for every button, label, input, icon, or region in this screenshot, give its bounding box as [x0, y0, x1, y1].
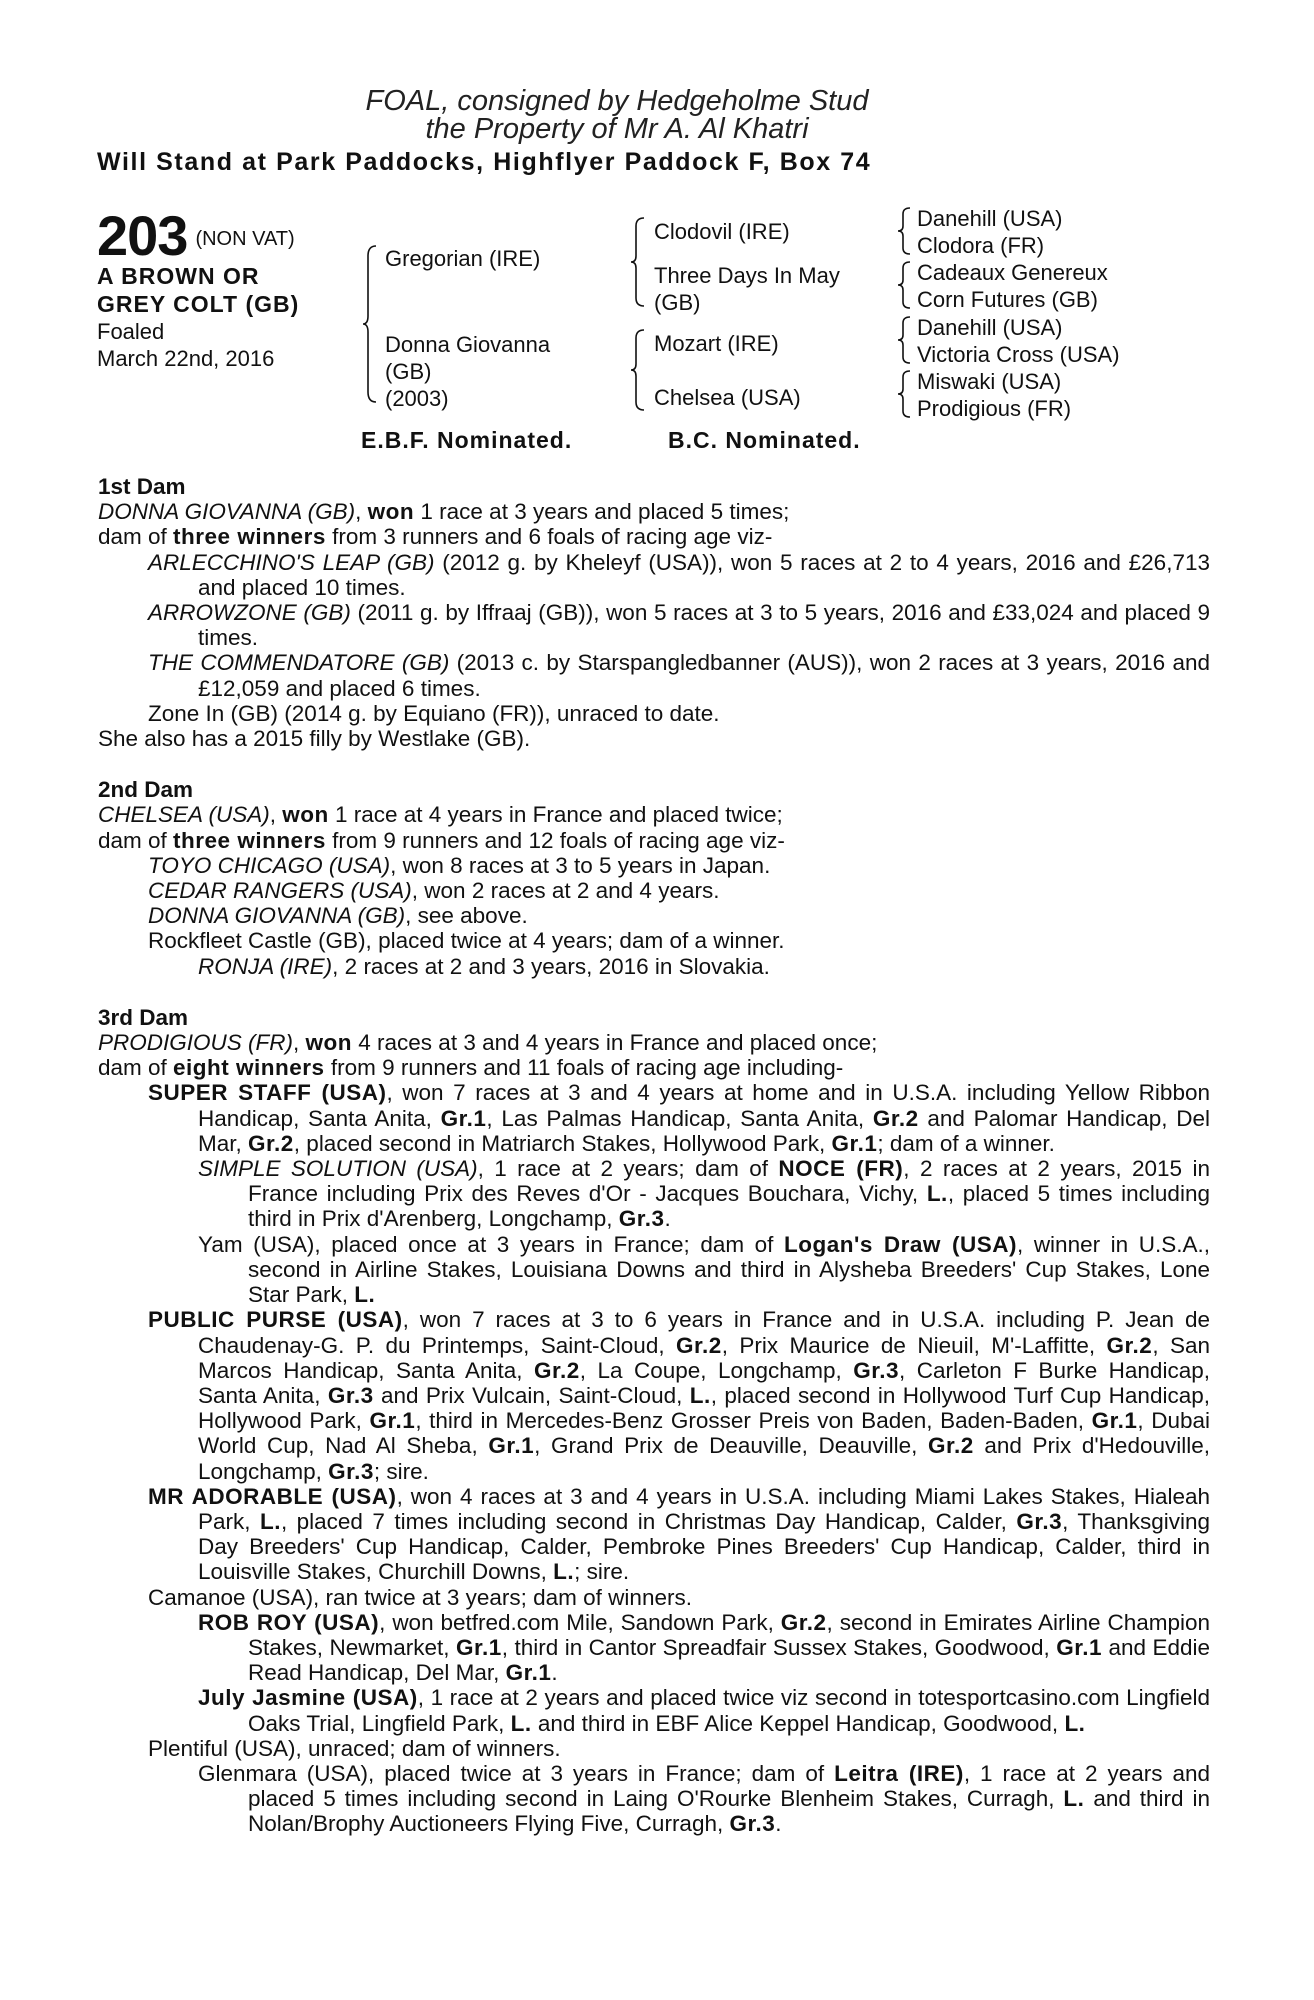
pedigree-sire-sire: Clodovil (IRE)	[654, 219, 790, 244]
consignor-line: FOAL, consigned by Hedgeholme Stud	[365, 85, 869, 117]
produce-entry-super-staff: SUPER STAFF (USA), won 7 races at 3 and 4 years at home and in U.S.A. including Yellow Ribbon Handicap, Santa Anita, Gr.1, Las Palmas Handicap, Santa Anita, Gr.2 and Palomar Handicap, Del Mar, Gr.2, placed second in Matriarch Stakes, Hollywood Park, Gr.1; dam of a winner.	[148, 1080, 1210, 1156]
foaled-label: Foaled	[97, 319, 165, 344]
pedigree-brace-g1	[896, 206, 912, 256]
first-dam-produce-entry: Zone In (GB) (2014 g. by Equiano (FR)), unraced to date.	[148, 700, 720, 726]
second-dam-produce-entry: Rockfleet Castle (GB), placed twice at 4 years; dam of a winner.	[148, 928, 785, 954]
vat-status: (NON VAT)	[195, 228, 295, 250]
lot-number-block	[97, 204, 295, 267]
pedigree-gen3-group4: Miswaki (USA) Prodigious (FR)	[917, 369, 1072, 421]
lot-number: 203	[97, 204, 188, 267]
grandproduce-entry-glenmara: Glenmara (USA), placed twice at 3 years in France; dam of Leitra (IRE), 1 race at 2 years and placed 5 times including second in Laing O'Rourke Blenheim Stakes, Curragh, L. and third in Nolan/Brophy Auctioneers Flying Five, Curragh, Gr.3.	[198, 1760, 1210, 1837]
pedigree-gen3-group1: Danehill (USA) Clodora (FR)	[917, 206, 1063, 258]
foaling-date: March 22nd, 2016	[97, 346, 275, 371]
third-dam-record: PRODIGIOUS (FR), won 4 races at 3 and 4 years in France and placed once;	[98, 1030, 878, 1056]
grandproduce-entry-rob-roy: ROB ROY (USA), won betfred.com Mile, Sandown Park, Gr.2, second in Emirates Airline Champion Stakes, Newmarket, Gr.1, third in Cantor Spreadfair Sussex Stakes, Goodwood, Gr.1 and Eddie Read Handicap, Del Mar, Gr.1.	[198, 1609, 1210, 1686]
pedigree-sire-dam: Three Days In May (GB)	[654, 263, 840, 315]
grandproduce-entry-simple-solution: SIMPLE SOLUTION (USA), 1 race at 2 years; dam of NOCE (FR), 2 races at 2 years, 2015 in France including Prix des Reves d'Or - Jacques Bouchara, Vichy, L., placed 5 times including third in Prix d'Arenberg, Longchamp, Gr.3.	[198, 1156, 1210, 1232]
pedigree-dam-sire: Mozart (IRE)	[654, 331, 779, 356]
lot-description	[97, 262, 299, 318]
second-dam-produce-entry: CEDAR RANGERS (USA), won 2 races at 2 and 4 years.	[148, 878, 720, 904]
pedigree-brace-g2	[896, 260, 912, 310]
first-dam-produce-entry: ARLECCHINO'S LEAP (GB) (2012 g. by Kheleyf (USA)), won 5 races at 2 to 4 years, 2016 and £26,713 and placed 10 times.	[148, 549, 1210, 600]
produce-entry-camanoe: Camanoe (USA), ran twice at 3 years; dam of winners.	[148, 1584, 692, 1610]
pedigree-brace-sire	[630, 216, 646, 308]
produce-record	[98, 474, 1210, 1837]
produce-entry-plentiful: Plentiful (USA), unraced; dam of winners.	[148, 1735, 561, 1761]
first-dam-produce-summary: dam of three winners from 3 runners and 6 foals of racing age viz-	[98, 524, 773, 550]
second-dam-produce-entry: DONNA GIOVANNA (GB), see above.	[148, 903, 528, 929]
pedigree-brace-g4	[896, 369, 912, 419]
pedigree-brace-g3	[896, 315, 912, 365]
bc-nomination: B.C. Nominated.	[668, 427, 861, 453]
property-line: the Property of Mr A. Al Khatri	[425, 113, 809, 145]
third-dam-produce-summary: dam of eight winners from 9 runners and 11 foals of racing age including-	[98, 1055, 844, 1081]
pedigree-sire: Gregorian (IRE)	[385, 246, 541, 271]
third-dam-heading: 3rd Dam	[98, 1004, 189, 1030]
pedigree-dam: Donna Giovanna (GB) (2003)	[385, 332, 551, 411]
first-dam-note: She also has a 2015 filly by Westlake (GB).	[98, 726, 531, 752]
foaling-info	[97, 318, 274, 372]
stand-location: Will Stand at Park Paddocks, Highflyer Paddock F, Box 74	[97, 148, 872, 176]
pedigree-gen3-group2: Cadeaux Genereux Corn Futures (GB)	[917, 260, 1108, 312]
second-dam-produce-summary: dam of three winners from 9 runners and 12 foals of racing age viz-	[98, 827, 785, 853]
grandproduce-entry-july-jasmine: July Jasmine (USA), 1 race at 2 years and placed twice viz second in totesportcasino.com Lingfield Oaks Trial, Lingfield Park, L. and third in EBF Alice Keppel Handicap, Goodwood, L.	[198, 1685, 1210, 1736]
second-dam-record: CHELSEA (USA), won 1 race at 4 years in France and placed twice;	[98, 802, 783, 828]
produce-entry-mr-adorable: MR ADORABLE (USA), won 4 races at 3 and 4 years in U.S.A. including Miami Lakes Stakes, Hialeah Park, L., placed 7 times including second in Christmas Day Handicap, Calder, Gr.3, Thanksgiving Day Breeders' Cup Handicap, Calder, Pembroke Pines Breeders' Cup Handicap, Calder, third in Louisville Stakes, Churchill Downs, L.; sire.	[148, 1483, 1210, 1585]
lot-desc-line1: A BROWN OR	[97, 263, 260, 289]
first-dam-record: DONNA GIOVANNA (GB), won 1 race at 3 years and placed 5 times;	[98, 499, 790, 525]
pedigree-gen3-group3: Danehill (USA) Victoria Cross (USA)	[917, 315, 1120, 367]
first-dam-produce-entry: THE COMMENDATORE (GB) (2013 c. by Starspangledbanner (AUS)), won 2 races at 3 years, 2016 and £12,059 and placed 6 times.	[148, 650, 1210, 701]
ebf-nomination: E.B.F. Nominated.	[361, 427, 573, 453]
pedigree-brace-dam	[630, 328, 646, 412]
first-dam-heading: 1st Dam	[98, 474, 186, 499]
grandproduce-entry-yam: Yam (USA), placed once at 3 years in France; dam of Logan's Draw (USA), winner in U.S.A., second in Airline Stakes, Louisiana Downs and third in Alysheba Breeders' Cup Stakes, Lone Star Park, L.	[198, 1231, 1210, 1308]
pedigree-dam-dam: Chelsea (USA)	[654, 385, 801, 410]
lot-desc-line2: GREY COLT (GB)	[97, 291, 300, 317]
second-dam-grandproduce-entry: RONJA (IRE), 2 races at 2 and 3 years, 2016 in Slovakia.	[198, 953, 770, 979]
produce-entry-public-purse: PUBLIC PURSE (USA), won 7 races at 3 to 6 years in France and in U.S.A. including P. Jean de Chaudenay-G. P. du Printemps, Saint-Cloud, Gr.2, Prix Maurice de Nieuil, M'-Laffitte, Gr.2, San Marcos Handicap, Santa Anita, Gr.2, La Coupe, Longchamp, Gr.3, Carleton F Burke Handicap, Santa Anita, Gr.3 and Prix Vulcain, Saint-Cloud, L., placed second in Hollywood Turf Cup Handicap, Hollywood Park, Gr.1, third in Mercedes-Benz Grosser Preis von Baden, Baden-Baden, Gr.1, Dubai World Cup, Nad Al Sheba, Gr.1, Grand Prix de Deauville, Deauville, Gr.2 and Prix d'Hedouville, Longchamp, Gr.3; sire.	[148, 1307, 1211, 1484]
second-dam-produce-entry: TOYO CHICAGO (USA), won 8 races at 3 to 5 years in Japan.	[148, 852, 771, 878]
first-dam-produce-entry: ARROWZONE (GB) (2011 g. by Iffraaj (GB)), won 5 races at 3 to 5 years, 2016 and £33,024 and placed 9 times.	[148, 600, 1210, 651]
second-dam-heading: 2nd Dam	[98, 777, 194, 803]
pedigree-brace-main	[362, 244, 378, 404]
